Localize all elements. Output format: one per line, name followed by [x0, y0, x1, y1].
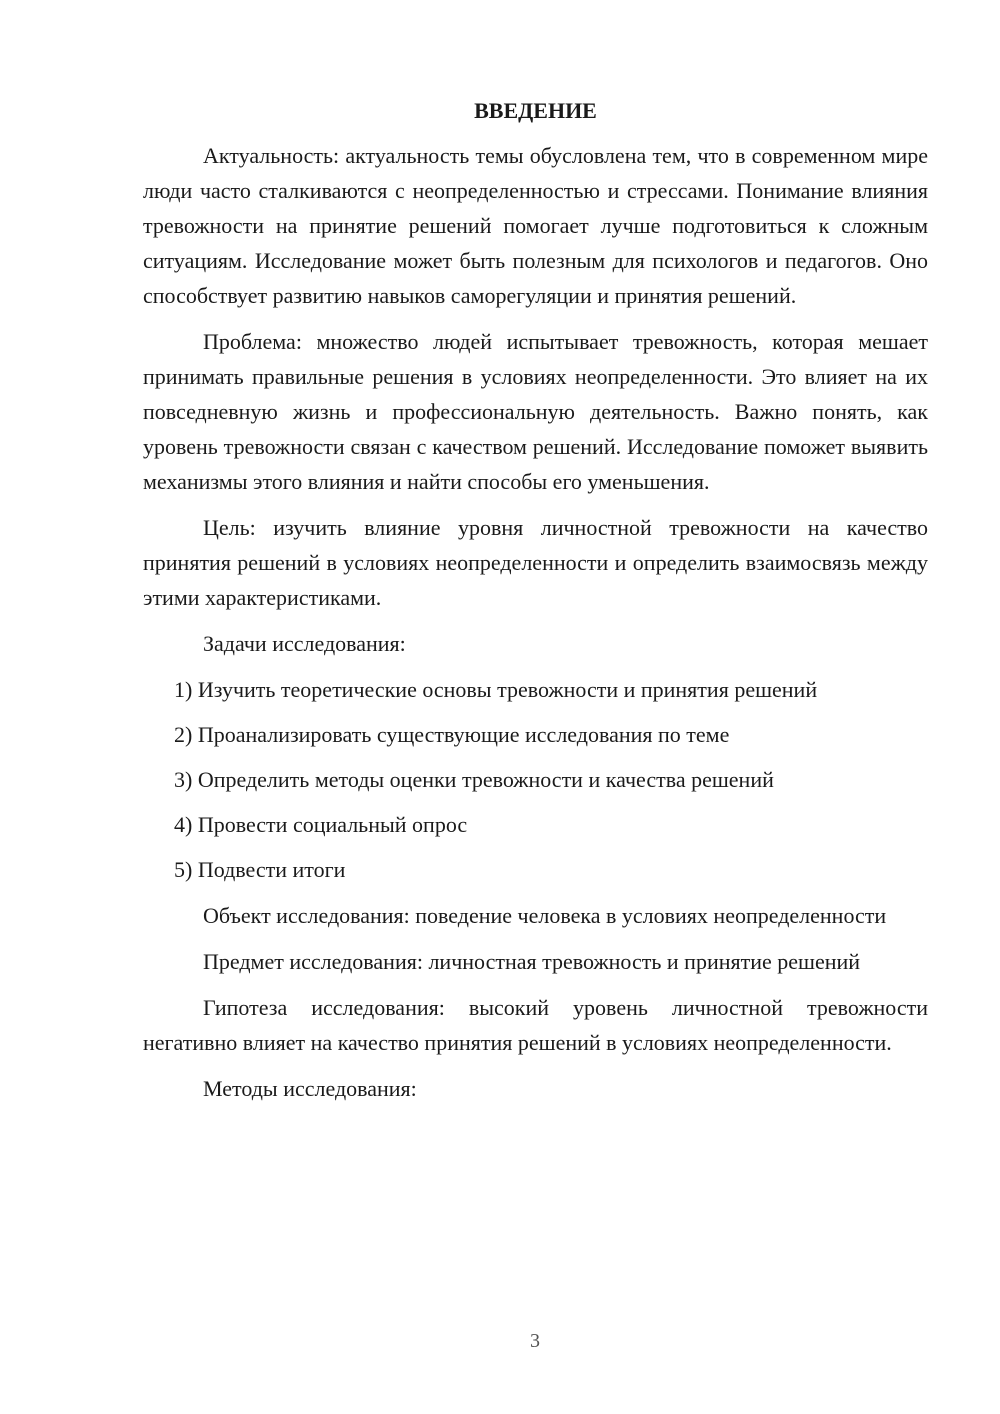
document-page — [143, 93, 928, 1117]
list-item: 1) Изучить теоретические основы тревожности и принятия решений — [174, 677, 818, 702]
hypothesis-paragraph: Гипотеза исследования: высокий уровень личностной тревожности негативно влияет на качество принятия решений в условиях неопределенности. — [143, 995, 928, 1055]
page-number: 3 — [530, 1330, 540, 1352]
tasks-list — [143, 672, 928, 887]
relevance-paragraph: Актуальность: актуальность темы обусловлена тем, что в современном мире люди часто сталкиваются с неопределенностью и стрессами. Понимание влияния тревожности на принятие решений помогает лучше подготовиться к сложным ситуациям. Исследование может быть полезным для психологов и педагогов. Оно способствует развитию навыков саморегуляции и принятия решений. — [143, 143, 928, 308]
subject-paragraph: Предмет исследования: личностная тревожность и принятие решений — [203, 949, 861, 974]
list-item: 4) Провести социальный опрос — [174, 812, 468, 837]
methods-title: Методы исследования: — [203, 1076, 417, 1101]
problem-paragraph: Проблема: множество людей испытывает тревожность, которая мешает принимать правильные решения в условиях неопределенности. Это влияет на их повседневную жизнь и профессиональную деятельность. Важно понять, как уровень тревожности связан с качеством решений. Исследование поможет выявить механизмы этого влияния и найти способы его уменьшения. — [143, 329, 928, 494]
list-item: 5) Подвести итоги — [174, 857, 346, 882]
goal-paragraph: Цель: изучить влияние уровня личностной тревожности на качество принятия решений в условиях неопределенности и определить взаимосвязь между этими характеристиками. — [143, 515, 928, 610]
list-item: 2) Проанализировать существующие исследования по теме — [174, 722, 730, 747]
tasks-title: Задачи исследования: — [203, 631, 406, 656]
section-heading: ВВЕДЕНИЕ — [474, 98, 597, 123]
object-paragraph: Объект исследования: поведение человека в условиях неопределенности — [203, 903, 887, 928]
list-item: 3) Определить методы оценки тревожности и качества решений — [174, 767, 774, 792]
